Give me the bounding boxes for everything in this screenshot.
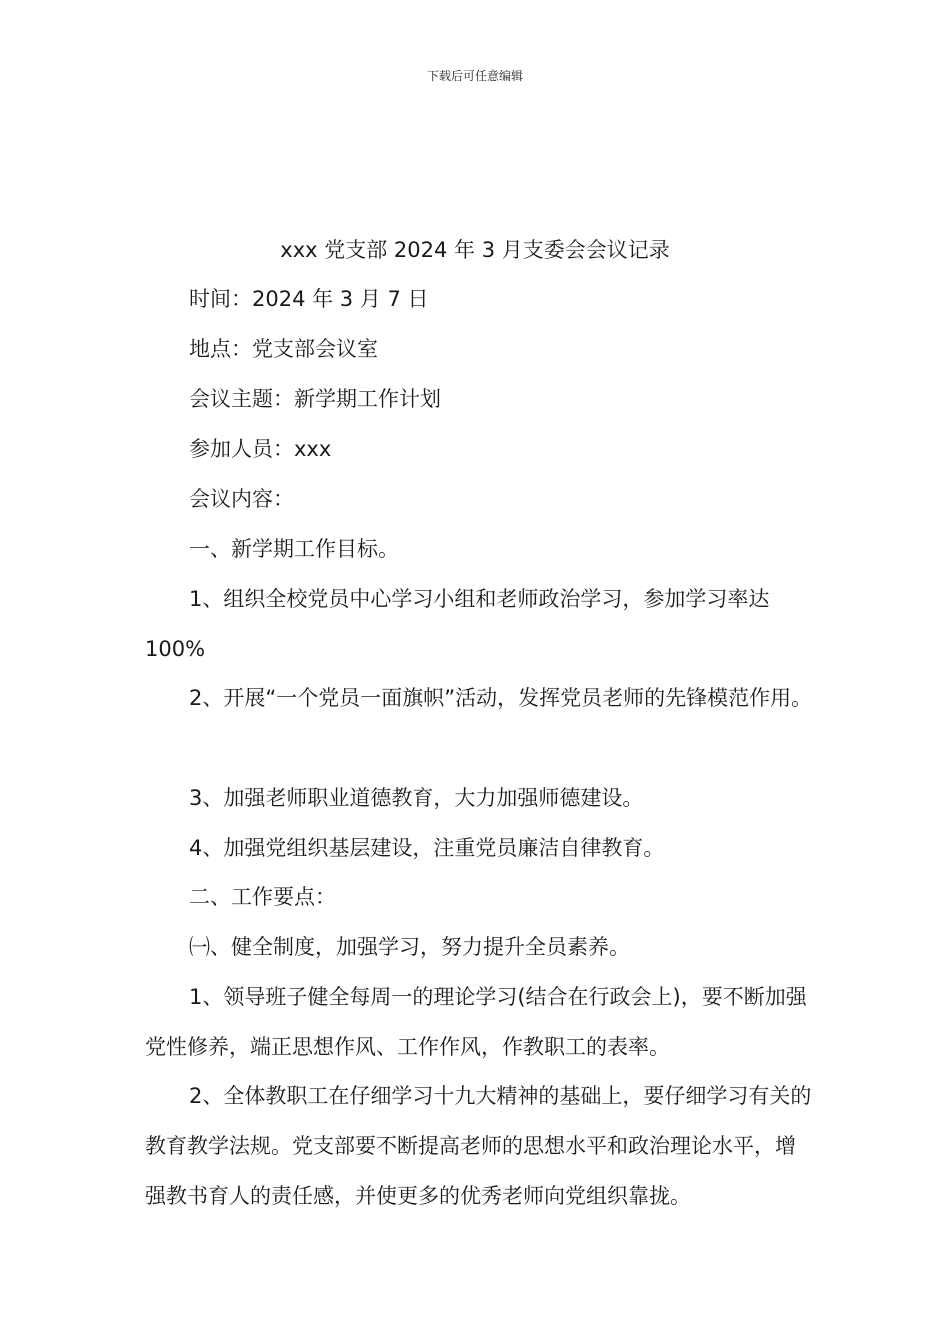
meeting-time: 时间：2024 年 3 月 7 日 [189, 287, 429, 311]
meeting-theme: 会议主题：新学期工作计划 [189, 387, 441, 411]
document-title: xxx 党支部 2024 年 3 月支委会会议记录 [280, 238, 670, 262]
goal-item-4: 4、加强党组织基层建设，注重党员廉洁自律教育。 [189, 836, 665, 860]
goal-item-3: 3、加强老师职业道德教育，大力加强师德建设。 [189, 786, 644, 810]
download-note: 下载后可任意编辑 [426, 69, 523, 83]
meeting-content-label: 会议内容： [189, 487, 294, 511]
goal-item-2: 2、开展“一个党员一面旗帜”活动，发挥党员老师的先锋模范作用。 [189, 686, 813, 710]
goals-heading: 一、新学期工作目标。 [189, 537, 399, 561]
goal-item-1: 1、组织全校党员中心学习小组和老师政治学习，参加学习率达 100% [145, 587, 770, 661]
meeting-attendees: 参加人员：xxx [189, 437, 332, 461]
point-item-1: 1、领导班子健全每周一的理论学习(结合在行政会上)，要不断加强党性修养，端正思想作风、工作作风，作教职工的表率。 [145, 985, 807, 1059]
points-heading: 二、工作要点： [189, 885, 336, 909]
sub-heading-1: ㈠、健全制度，加强学习，努力提升全员素养。 [189, 935, 630, 959]
point-item-2: 2、全体教职工在仔细学习十九大精神的基础上，要仔细学习有关的教育教学法规。党支部要不断提高老师的思想水平和政治理论水平，增强教书育人的责任感，并使更多的优秀老师向党组织靠拢。 [145, 1084, 812, 1208]
meeting-place: 地点：党支部会议室 [189, 337, 378, 361]
